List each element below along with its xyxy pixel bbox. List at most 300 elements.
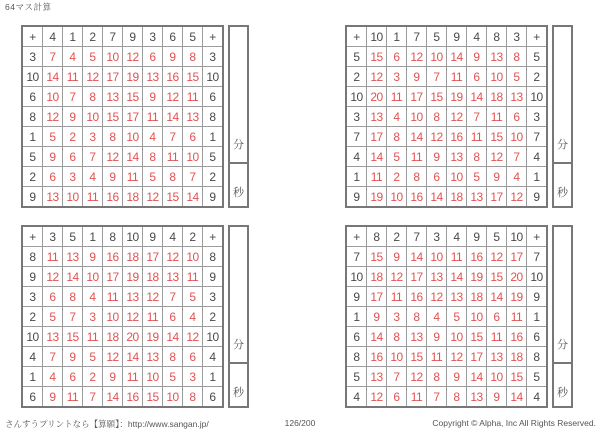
answer-cell: 10 bbox=[487, 67, 506, 86]
answer-cell: 9 bbox=[487, 167, 506, 186]
top-header-cell: 1 bbox=[83, 227, 102, 246]
answer-cell: 10 bbox=[83, 267, 102, 286]
row-header-cell: 4 bbox=[527, 147, 546, 166]
answer-cell: 6 bbox=[467, 67, 486, 86]
answer-cell: 13 bbox=[183, 107, 202, 126]
minutes-section bbox=[554, 227, 571, 364]
answer-cell: 9 bbox=[427, 147, 446, 166]
top-header-cell: 7 bbox=[407, 27, 426, 46]
answer-cell: 11 bbox=[63, 387, 82, 406]
operator-cell: + bbox=[347, 27, 366, 46]
answer-cell: 17 bbox=[103, 67, 122, 86]
answer-cell: 8 bbox=[143, 147, 162, 166]
answer-cell: 19 bbox=[123, 267, 142, 286]
answer-cell: 8 bbox=[387, 327, 406, 346]
row-header-cell: 9 bbox=[203, 187, 222, 206]
answer-cell: 11 bbox=[447, 67, 466, 86]
answer-cell: 15 bbox=[407, 347, 426, 366]
answer-cell: 15 bbox=[427, 87, 446, 106]
row-header-cell: 9 bbox=[527, 287, 546, 306]
top-header-cell: 9 bbox=[467, 227, 486, 246]
answer-cell: 8 bbox=[83, 87, 102, 106]
row-header-cell: 10 bbox=[23, 327, 42, 346]
answer-cell: 9 bbox=[83, 247, 102, 266]
answer-cell: 12 bbox=[103, 347, 122, 366]
answer-cell: 10 bbox=[447, 327, 466, 346]
seconds-label: 秒 bbox=[557, 387, 568, 399]
answer-cell: 11 bbox=[183, 87, 202, 106]
row-header-cell: 10 bbox=[527, 87, 546, 106]
answer-cell: 8 bbox=[163, 347, 182, 366]
answer-cell: 7 bbox=[43, 347, 62, 366]
answer-cell: 8 bbox=[387, 127, 406, 146]
row-header-cell: 2 bbox=[347, 67, 366, 86]
answer-cell: 19 bbox=[367, 187, 386, 206]
row-header-cell: 1 bbox=[347, 167, 366, 186]
answer-cell: 12 bbox=[407, 47, 426, 66]
minutes-section bbox=[230, 27, 247, 164]
answer-cell: 16 bbox=[447, 127, 466, 146]
top-header-cell: 10 bbox=[367, 27, 386, 46]
row-header-cell: 1 bbox=[527, 167, 546, 186]
answer-cell: 18 bbox=[487, 87, 506, 106]
answer-cell: 14 bbox=[447, 47, 466, 66]
answer-cell: 3 bbox=[387, 307, 406, 326]
answer-cell: 8 bbox=[103, 127, 122, 146]
answer-cell: 17 bbox=[367, 287, 386, 306]
answer-cell: 17 bbox=[123, 107, 142, 126]
answer-cell: 13 bbox=[507, 87, 526, 106]
answer-cell: 11 bbox=[467, 127, 486, 146]
answer-cell: 6 bbox=[183, 127, 202, 146]
answer-cell: 11 bbox=[407, 387, 426, 406]
answer-cell: 3 bbox=[183, 367, 202, 386]
answer-cell: 12 bbox=[123, 47, 142, 66]
answer-cell: 13 bbox=[143, 347, 162, 366]
answer-cell: 16 bbox=[103, 247, 122, 266]
answer-cell: 14 bbox=[367, 327, 386, 346]
answer-cell: 9 bbox=[43, 147, 62, 166]
answer-cell: 11 bbox=[123, 367, 142, 386]
answer-cell: 5 bbox=[467, 167, 486, 186]
row-header-cell: 5 bbox=[527, 47, 546, 66]
top-header-cell: 2 bbox=[183, 227, 202, 246]
row-header-cell: 10 bbox=[203, 67, 222, 86]
timer-box bbox=[552, 25, 573, 208]
answer-cell: 13 bbox=[487, 347, 506, 366]
top-header-cell: 4 bbox=[447, 227, 466, 246]
row-header-cell: 5 bbox=[347, 47, 366, 66]
answer-cell: 7 bbox=[83, 147, 102, 166]
row-header-cell: 1 bbox=[203, 127, 222, 146]
top-header-cell: 7 bbox=[103, 27, 122, 46]
minutes-label: 分 bbox=[557, 139, 568, 151]
page-title: 64マス計算 bbox=[5, 2, 52, 12]
answer-cell: 14 bbox=[43, 67, 62, 86]
timer-box bbox=[228, 25, 249, 208]
answer-cell: 3 bbox=[63, 167, 82, 186]
answer-cell: 6 bbox=[487, 307, 506, 326]
answer-cell: 2 bbox=[83, 367, 102, 386]
minutes-section bbox=[230, 227, 247, 364]
answer-cell: 3 bbox=[83, 307, 102, 326]
seconds-label: 秒 bbox=[233, 187, 244, 199]
row-header-cell: 7 bbox=[347, 247, 366, 266]
row-header-cell: 6 bbox=[203, 87, 222, 106]
operator-cell: + bbox=[527, 27, 546, 46]
row-header-cell: 1 bbox=[203, 367, 222, 386]
answer-cell: 8 bbox=[427, 367, 446, 386]
top-header-cell: 3 bbox=[43, 227, 62, 246]
answer-cell: 8 bbox=[183, 387, 202, 406]
operator-cell: + bbox=[347, 227, 366, 246]
answer-cell: 10 bbox=[43, 87, 62, 106]
answer-cell: 8 bbox=[447, 387, 466, 406]
row-header-cell: 8 bbox=[203, 107, 222, 126]
top-header-cell: 2 bbox=[387, 227, 406, 246]
row-header-cell: 9 bbox=[527, 187, 546, 206]
answer-cell: 13 bbox=[43, 327, 62, 346]
answer-cell: 5 bbox=[143, 167, 162, 186]
top-header-cell: 4 bbox=[163, 227, 182, 246]
answer-cell: 12 bbox=[367, 387, 386, 406]
page-number: 126/200 bbox=[284, 418, 316, 428]
row-header-cell: 3 bbox=[23, 287, 42, 306]
answer-cell: 9 bbox=[427, 327, 446, 346]
operator-cell: + bbox=[23, 227, 42, 246]
answer-cell: 20 bbox=[507, 267, 526, 286]
top-header-cell: 9 bbox=[143, 227, 162, 246]
seconds-section bbox=[230, 164, 247, 206]
answer-cell: 19 bbox=[143, 327, 162, 346]
calc-block-bottom-left bbox=[21, 225, 249, 408]
answer-cell: 2 bbox=[63, 127, 82, 146]
top-header-cell: 4 bbox=[43, 27, 62, 46]
answer-cell: 8 bbox=[427, 107, 446, 126]
row-header-cell: 4 bbox=[347, 147, 366, 166]
answer-cell: 19 bbox=[507, 287, 526, 306]
answer-cell: 18 bbox=[103, 327, 122, 346]
answer-cell: 6 bbox=[427, 167, 446, 186]
answer-cell: 10 bbox=[387, 347, 406, 366]
seconds-section bbox=[554, 164, 571, 206]
footer-source-link: さんすうプリントなら【算願】：http://www.sangan.jp/ bbox=[5, 419, 209, 429]
answer-cell: 13 bbox=[143, 67, 162, 86]
answer-cell: 7 bbox=[63, 87, 82, 106]
row-header-cell: 6 bbox=[527, 327, 546, 346]
answer-cell: 15 bbox=[143, 387, 162, 406]
answer-cell: 15 bbox=[487, 267, 506, 286]
row-header-cell: 8 bbox=[203, 247, 222, 266]
answer-cell: 10 bbox=[183, 147, 202, 166]
answer-cell: 7 bbox=[43, 47, 62, 66]
answer-cell: 15 bbox=[103, 107, 122, 126]
answer-cell: 8 bbox=[183, 47, 202, 66]
answer-cell: 3 bbox=[387, 67, 406, 86]
answer-cell: 13 bbox=[467, 187, 486, 206]
answer-cell: 18 bbox=[447, 187, 466, 206]
row-header-cell: 2 bbox=[527, 67, 546, 86]
answer-cell: 17 bbox=[367, 127, 386, 146]
answer-cell: 14 bbox=[183, 187, 202, 206]
answer-cell: 13 bbox=[63, 247, 82, 266]
answer-cell: 16 bbox=[103, 187, 122, 206]
answer-cell: 11 bbox=[83, 327, 102, 346]
answer-cell: 14 bbox=[407, 247, 426, 266]
answer-cell: 12 bbox=[447, 347, 466, 366]
calc-grid-top-left bbox=[21, 25, 224, 208]
operator-cell: + bbox=[527, 227, 546, 246]
top-header-cell: 5 bbox=[427, 27, 446, 46]
answer-cell: 12 bbox=[103, 147, 122, 166]
answer-cell: 16 bbox=[407, 287, 426, 306]
answer-cell: 10 bbox=[447, 167, 466, 186]
answer-cell: 13 bbox=[43, 187, 62, 206]
timer-box bbox=[552, 225, 573, 408]
answer-cell: 18 bbox=[367, 267, 386, 286]
answer-cell: 9 bbox=[43, 387, 62, 406]
answer-cell: 9 bbox=[487, 387, 506, 406]
answer-cell: 14 bbox=[467, 87, 486, 106]
top-header-cell: 4 bbox=[467, 27, 486, 46]
top-header-cell: 8 bbox=[103, 227, 122, 246]
answer-cell: 16 bbox=[407, 187, 426, 206]
operator-cell: + bbox=[203, 27, 222, 46]
answer-cell: 12 bbox=[43, 107, 62, 126]
answer-cell: 18 bbox=[467, 287, 486, 306]
answer-cell: 17 bbox=[487, 187, 506, 206]
row-header-cell: 7 bbox=[527, 247, 546, 266]
answer-cell: 7 bbox=[387, 367, 406, 386]
row-header-cell: 1 bbox=[23, 367, 42, 386]
answer-cell: 11 bbox=[83, 187, 102, 206]
answer-cell: 11 bbox=[487, 107, 506, 126]
answer-cell: 18 bbox=[123, 187, 142, 206]
answer-cell: 15 bbox=[487, 127, 506, 146]
row-header-cell: 10 bbox=[347, 87, 366, 106]
answer-cell: 14 bbox=[467, 367, 486, 386]
answer-cell: 17 bbox=[507, 247, 526, 266]
top-header-cell: 3 bbox=[143, 27, 162, 46]
answer-cell: 9 bbox=[63, 107, 82, 126]
answer-cell: 13 bbox=[123, 287, 142, 306]
row-header-cell: 10 bbox=[347, 267, 366, 286]
answer-cell: 14 bbox=[163, 107, 182, 126]
answer-cell: 10 bbox=[387, 187, 406, 206]
answer-cell: 11 bbox=[427, 347, 446, 366]
minutes-label: 分 bbox=[557, 339, 568, 351]
answer-cell: 15 bbox=[367, 47, 386, 66]
answer-cell: 14 bbox=[123, 147, 142, 166]
answer-cell: 9 bbox=[103, 167, 122, 186]
row-header-cell: 1 bbox=[23, 127, 42, 146]
answer-cell: 13 bbox=[427, 267, 446, 286]
answer-cell: 6 bbox=[143, 47, 162, 66]
answer-cell: 13 bbox=[367, 367, 386, 386]
answer-cell: 12 bbox=[487, 147, 506, 166]
answer-cell: 15 bbox=[507, 367, 526, 386]
answer-cell: 18 bbox=[507, 347, 526, 366]
answer-cell: 10 bbox=[163, 387, 182, 406]
answer-cell: 11 bbox=[103, 287, 122, 306]
answer-cell: 4 bbox=[507, 167, 526, 186]
answer-cell: 7 bbox=[163, 127, 182, 146]
answer-cell: 10 bbox=[467, 307, 486, 326]
answer-cell: 14 bbox=[163, 327, 182, 346]
answer-cell: 2 bbox=[387, 167, 406, 186]
answer-cell: 10 bbox=[183, 247, 202, 266]
answer-cell: 8 bbox=[467, 147, 486, 166]
answer-cell: 15 bbox=[163, 187, 182, 206]
answer-cell: 15 bbox=[123, 87, 142, 106]
row-header-cell: 4 bbox=[203, 347, 222, 366]
row-header-cell: 1 bbox=[347, 307, 366, 326]
answer-cell: 5 bbox=[507, 67, 526, 86]
row-header-cell: 2 bbox=[23, 307, 42, 326]
row-header-cell: 2 bbox=[203, 167, 222, 186]
answer-cell: 12 bbox=[163, 247, 182, 266]
answer-cell: 11 bbox=[43, 247, 62, 266]
answer-cell: 5 bbox=[83, 347, 102, 366]
answer-cell: 16 bbox=[123, 387, 142, 406]
row-header-cell: 9 bbox=[347, 187, 366, 206]
calc-block-bottom-right bbox=[345, 225, 573, 408]
answer-cell: 10 bbox=[507, 127, 526, 146]
minutes-section bbox=[554, 27, 571, 164]
row-header-cell: 8 bbox=[347, 347, 366, 366]
answer-cell: 12 bbox=[83, 67, 102, 86]
row-header-cell: 10 bbox=[23, 67, 42, 86]
top-header-cell: 3 bbox=[507, 27, 526, 46]
answer-cell: 14 bbox=[63, 267, 82, 286]
answer-cell: 13 bbox=[367, 107, 386, 126]
answer-cell: 15 bbox=[467, 327, 486, 346]
answer-cell: 10 bbox=[103, 307, 122, 326]
answer-cell: 3 bbox=[83, 127, 102, 146]
answer-cell: 11 bbox=[507, 307, 526, 326]
answer-cell: 11 bbox=[387, 287, 406, 306]
answer-cell: 9 bbox=[407, 67, 426, 86]
answer-cell: 10 bbox=[487, 367, 506, 386]
answer-cell: 13 bbox=[447, 147, 466, 166]
answer-cell: 19 bbox=[447, 87, 466, 106]
calc-grid-bottom-left bbox=[21, 225, 224, 408]
answer-cell: 14 bbox=[447, 267, 466, 286]
answer-cell: 15 bbox=[367, 247, 386, 266]
answer-cell: 19 bbox=[467, 267, 486, 286]
answer-cell: 20 bbox=[123, 327, 142, 346]
answer-cell: 7 bbox=[163, 287, 182, 306]
row-header-cell: 3 bbox=[203, 287, 222, 306]
answer-cell: 13 bbox=[487, 47, 506, 66]
answer-cell: 5 bbox=[447, 307, 466, 326]
answer-cell: 8 bbox=[407, 307, 426, 326]
answer-cell: 11 bbox=[407, 147, 426, 166]
answer-cell: 11 bbox=[143, 107, 162, 126]
answer-cell: 12 bbox=[387, 267, 406, 286]
answer-cell: 14 bbox=[123, 347, 142, 366]
answer-cell: 11 bbox=[367, 167, 386, 186]
row-header-cell: 3 bbox=[203, 47, 222, 66]
answer-cell: 13 bbox=[467, 387, 486, 406]
operator-cell: + bbox=[23, 27, 42, 46]
answer-cell: 17 bbox=[143, 247, 162, 266]
answer-cell: 17 bbox=[407, 87, 426, 106]
timer-box bbox=[228, 225, 249, 408]
answer-cell: 6 bbox=[183, 347, 202, 366]
row-header-cell: 7 bbox=[347, 127, 366, 146]
seconds-label: 秒 bbox=[233, 387, 244, 399]
answer-cell: 13 bbox=[103, 87, 122, 106]
answer-cell: 5 bbox=[183, 287, 202, 306]
answer-cell: 9 bbox=[103, 367, 122, 386]
calc-grid-top-right bbox=[345, 25, 548, 208]
row-header-cell: 6 bbox=[347, 327, 366, 346]
row-header-cell: 4 bbox=[347, 387, 366, 406]
answer-cell: 9 bbox=[143, 87, 162, 106]
row-header-cell: 1 bbox=[527, 307, 546, 326]
calc-block-top-left bbox=[21, 25, 249, 208]
row-header-cell: 7 bbox=[527, 127, 546, 146]
answer-cell: 10 bbox=[427, 47, 446, 66]
answer-cell: 9 bbox=[447, 367, 466, 386]
top-header-cell: 8 bbox=[487, 27, 506, 46]
minutes-label: 分 bbox=[233, 139, 244, 151]
row-header-cell: 5 bbox=[203, 147, 222, 166]
row-header-cell: 4 bbox=[23, 347, 42, 366]
answer-cell: 10 bbox=[427, 247, 446, 266]
top-header-cell: 5 bbox=[183, 27, 202, 46]
answer-cell: 11 bbox=[387, 87, 406, 106]
answer-cell: 6 bbox=[387, 47, 406, 66]
page-footer bbox=[0, 418, 600, 430]
answer-cell: 12 bbox=[407, 367, 426, 386]
answer-cell: 12 bbox=[427, 127, 446, 146]
answer-cell: 4 bbox=[143, 127, 162, 146]
answer-cell: 7 bbox=[427, 387, 446, 406]
answer-cell: 4 bbox=[83, 287, 102, 306]
row-header-cell: 8 bbox=[527, 347, 546, 366]
answer-cell: 13 bbox=[163, 267, 182, 286]
answer-cell: 12 bbox=[507, 187, 526, 206]
answer-cell: 15 bbox=[183, 67, 202, 86]
answer-cell: 6 bbox=[163, 307, 182, 326]
row-header-cell: 6 bbox=[23, 87, 42, 106]
minutes-label: 分 bbox=[233, 339, 244, 351]
row-header-cell: 2 bbox=[23, 167, 42, 186]
row-header-cell: 5 bbox=[23, 147, 42, 166]
answer-cell: 8 bbox=[163, 167, 182, 186]
answer-cell: 7 bbox=[427, 67, 446, 86]
answer-cell: 7 bbox=[183, 167, 202, 186]
seconds-label: 秒 bbox=[557, 187, 568, 199]
answer-cell: 17 bbox=[103, 267, 122, 286]
answer-cell: 12 bbox=[163, 87, 182, 106]
top-header-cell: 9 bbox=[447, 27, 466, 46]
operator-cell: + bbox=[203, 227, 222, 246]
answer-cell: 12 bbox=[143, 287, 162, 306]
answer-cell: 9 bbox=[163, 47, 182, 66]
top-header-cell: 5 bbox=[63, 227, 82, 246]
answer-cell: 11 bbox=[123, 167, 142, 186]
answer-cell: 11 bbox=[447, 247, 466, 266]
answer-cell: 12 bbox=[367, 67, 386, 86]
answer-cell: 17 bbox=[407, 267, 426, 286]
row-header-cell: 8 bbox=[23, 247, 42, 266]
row-header-cell: 9 bbox=[347, 287, 366, 306]
calc-block-top-right bbox=[345, 25, 573, 208]
answer-cell: 12 bbox=[447, 107, 466, 126]
